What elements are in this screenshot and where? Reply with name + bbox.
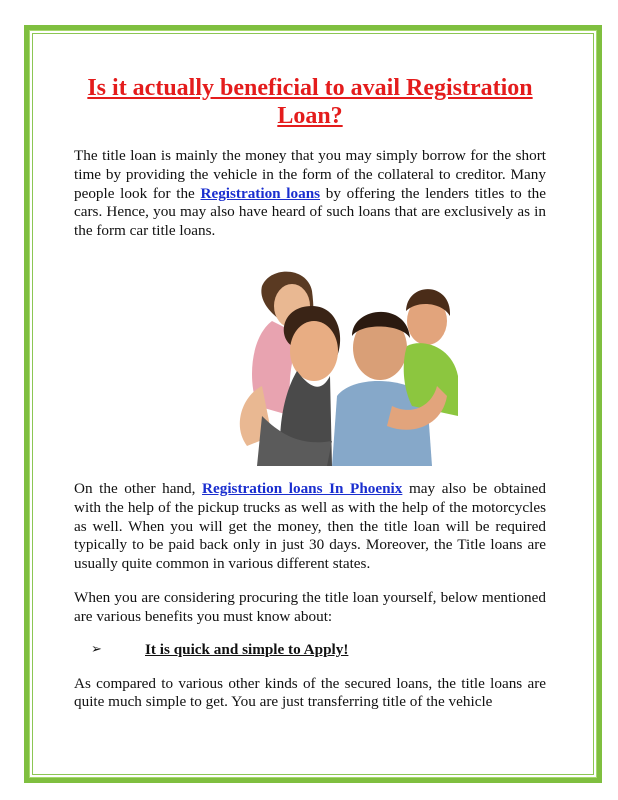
paragraph-phoenix <box>74 480 546 574</box>
family-photo <box>162 266 458 466</box>
bullet-item <box>74 641 546 661</box>
registration-loans-phoenix-link[interactable]: Registration loans In Phoenix <box>202 479 403 497</box>
paragraph-intro-text-end: by offering the lenders titles to the cars. Hence, you may also have heard of such loans that are exclusively as in the form car title loans. <box>74 184 546 240</box>
article-title: Is it actually beneficial to avail Registration Loan? <box>87 75 533 129</box>
paragraph-phoenix-text-start: On the other hand, <box>74 479 203 497</box>
paragraph-intro <box>74 147 546 241</box>
arrow-bullet-icon: ➢ <box>91 641 102 657</box>
family-photo-icon <box>162 266 458 466</box>
bullet-heading: It is quick and simple to Apply! <box>145 640 349 658</box>
document-content <box>74 74 546 712</box>
paragraph-phoenix-text-end: may also be obtained with the help of the pickup trucks as well as with the help of the motorcycles as well. When you will get the money, then the title loan will be required typically to be paid back only in just 30 days. Moreover, the Title loans are usually quite common in various different states. <box>74 479 546 573</box>
paragraph-intro-text-start: The title loan is mainly the money that you may simply borrow for the short time by providing the vehicle in the form of the collateral to creditor. Many people look for the <box>74 147 546 202</box>
paragraph-benefits-intro: When you are considering procuring the title loan yourself, below mentioned are various benefits you must know about: <box>74 588 546 625</box>
registration-loans-link[interactable]: Registration loans <box>200 184 321 202</box>
paragraph-quick-apply: As compared to various other kinds of the secured loans, the title loans are quite much simple to get. You are just transferring title of the vehicle <box>74 674 546 711</box>
